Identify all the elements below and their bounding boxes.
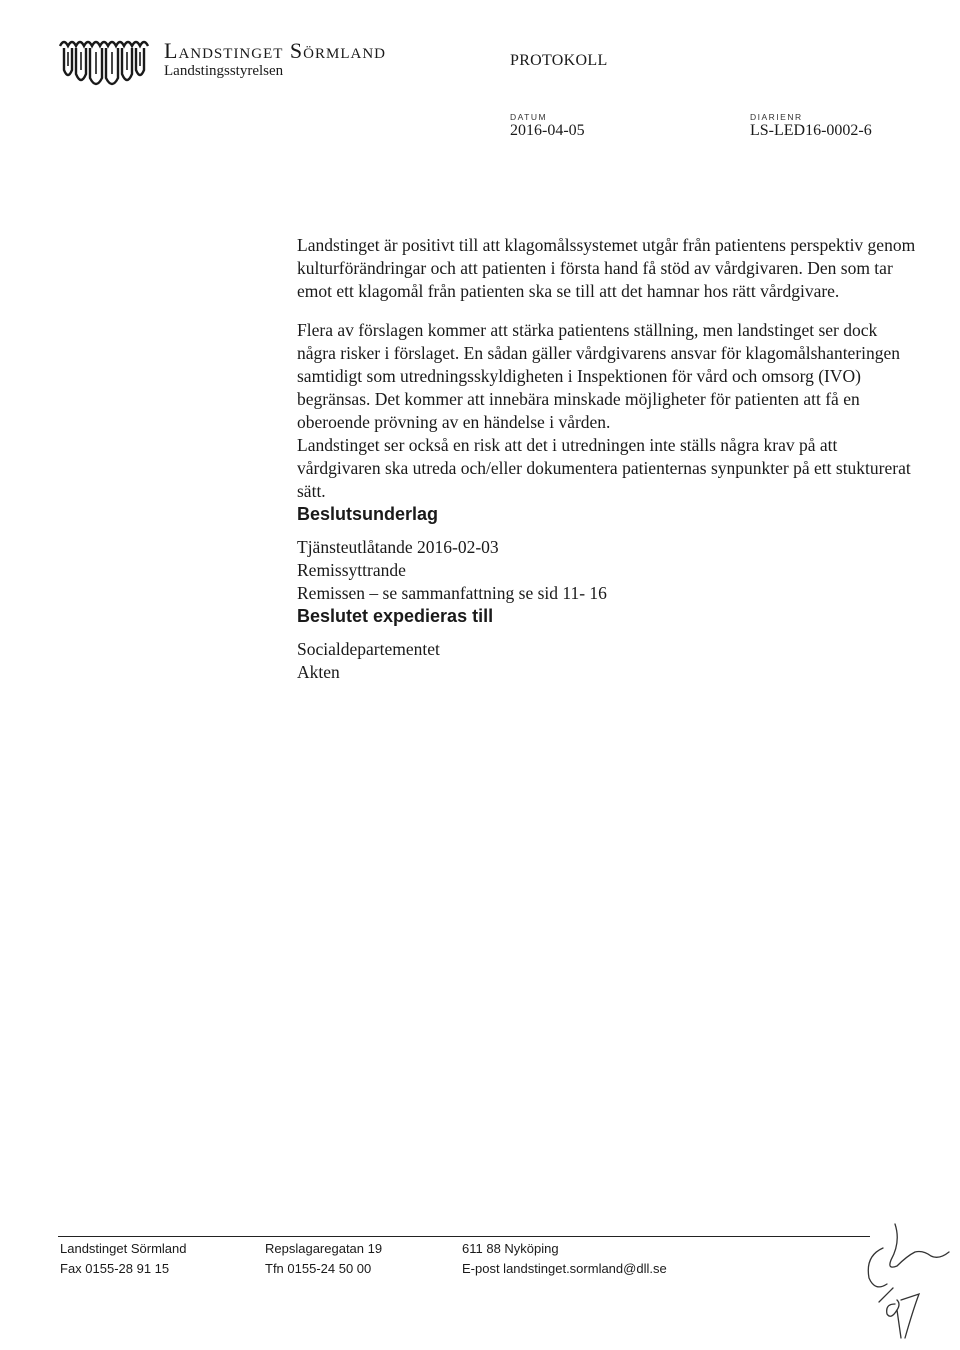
footer-organization: Landstinget Sörmland bbox=[60, 1241, 187, 1256]
paragraph-2: Flera av förslagen kommer att stärka patientens ställning, men landstinget ser dock några risker i förslaget. En sådan gäller vårdgivarens ansvar för klagomålshanteringen samtidigt som utredningsskyldigheten i Inspektionen för vård och omsorg (IVO) begränsas. Det kommer att innebära minskade möjligheter för patienten att få en oberoende prövning av en händelse i vården. bbox=[297, 320, 901, 432]
footer-address: Repslagaregatan 19 bbox=[265, 1241, 383, 1256]
handwritten-signature bbox=[855, 1218, 955, 1343]
diarienr-value: LS-LED16-0002-6 bbox=[750, 122, 872, 139]
footer-fax: Fax 0155-28 91 15 bbox=[60, 1261, 170, 1276]
organization-subtitle: Landstingsstyrelsen bbox=[164, 63, 284, 79]
expedieras-list bbox=[297, 638, 917, 684]
list-item: Remissen – se sammanfattning se sid 11- 16 bbox=[297, 583, 607, 603]
expedieras-heading: Beslutet expedieras till bbox=[297, 606, 494, 626]
footer-phone: Tfn 0155-24 50 00 bbox=[265, 1261, 372, 1276]
list-item: Tjänsteutlåtande 2016-02-03 bbox=[297, 537, 499, 557]
list-item: Socialdepartementet bbox=[297, 639, 440, 659]
beslutsunderlag-heading: Beslutsunderlag bbox=[297, 504, 439, 524]
date-label: DATUM bbox=[510, 112, 548, 122]
footer-email: E-post landstinget.sormland@dll.se bbox=[462, 1261, 667, 1276]
document-type: PROTOKOLL bbox=[510, 52, 608, 69]
beslutsunderlag-list bbox=[297, 536, 917, 605]
date-value: 2016-04-05 bbox=[510, 122, 585, 139]
organization-name: Landstinget Sörmland bbox=[164, 38, 386, 63]
footer-divider bbox=[58, 1236, 870, 1237]
footer-postal: 611 88 Nyköping bbox=[462, 1241, 559, 1256]
diarienr-label: DIARIENR bbox=[750, 112, 803, 122]
paragraph-3: Landstinget ser också en risk att det i utredningen inte ställs några krav på att vårdgivaren ska utreda och/eller dokumentera patienternas synpunkter på ett stukturerat sätt. bbox=[297, 435, 911, 501]
list-item: Remissyttrande bbox=[297, 560, 406, 580]
crown-logo-icon bbox=[54, 30, 154, 90]
paragraph-1: Landstinget är positivt till att klagomålssystemet utgår från patientens perspektiv genom kulturförändringar och att patienten i första hand få stöd av vårdgivaren. Den som tar emot ett klagomål från patienten ska se till att det hamnar hos rätt vårdgivare. bbox=[297, 235, 916, 301]
document-body bbox=[297, 234, 917, 684]
list-item: Akten bbox=[297, 662, 340, 682]
